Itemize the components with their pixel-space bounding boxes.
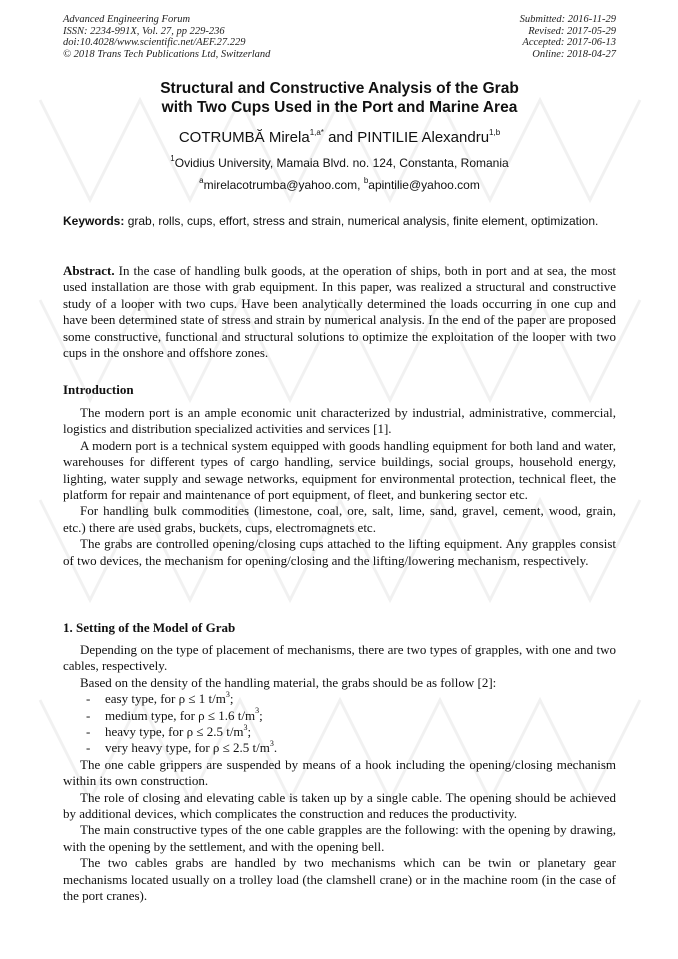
date-online: Online: 2018-04-27 <box>532 48 616 60</box>
section1-paragraph-3: The one cable grippers are suspended by means of a hook including the opening/closing mechanism within its own construction. <box>63 756 616 789</box>
header-right <box>520 14 616 60</box>
date-revised: Revised: 2017-05-29 <box>528 25 616 37</box>
paper-title <box>63 79 616 117</box>
section1-paragraph-6: The two cables grabs are handled by two mechanisms which can be twin or planetary gear mechanisms located usually on a trolley load (the clamshell crane) or in the machine room (in the case of the port cranes). <box>63 855 616 904</box>
introduction-body <box>63 405 616 569</box>
abstract <box>63 263 616 361</box>
list-item-text: easy type, for ρ ≤ 1 $t/m^3$; <box>105 689 234 707</box>
affiliation-text: Ovidius University, Mamaia Blvd. no. 124, Constanta, Romania <box>174 156 509 170</box>
affiliation <box>63 156 616 171</box>
list-dash: - <box>86 724 91 740</box>
section1-paragraph-4: The role of closing and elevating cable is taken up by a single cable. The opening should be achieved by additional devices, which complicates the construction and reduces the productivity. <box>63 789 616 822</box>
section-1-heading: 1. Setting of the Model of Grab <box>63 620 236 635</box>
journal-copyright: © 2018 Trans Tech Publications Ltd, Switzerland <box>63 48 271 60</box>
list-item <box>63 724 616 740</box>
density-list <box>63 691 616 757</box>
introduction-heading: Introduction <box>63 382 134 397</box>
intro-paragraph-2: A modern port is a technical system equipped with goods handling equipment for both land and water, warehouses for different types of cargo handling, service buildings, social groups, household energy, lighting, water supply and sewage networks, equipment for environmental protection, technical fleet, the platform for repair and maintenance of port equipment, of fleet, and bunkering sector etc. <box>63 437 616 503</box>
section-1-body <box>63 642 616 905</box>
intro-paragraph-1: The modern port is an ample economic unit characterized by industrial, administrative, commercial, logistics and distribution specialized activities and services [1]. <box>63 405 616 437</box>
email-b-sup: b <box>363 176 369 185</box>
list-item <box>63 691 616 707</box>
author-1-name: COTRUMBĂ Mirela <box>178 129 310 146</box>
date-submitted: Submitted: 2016-11-29 <box>519 14 616 25</box>
section1-paragraph-2: Based on the density of the handling material, the grabs should be as follow [2]: <box>80 674 497 690</box>
intro-paragraph-3: For handling bulk commodities (limestone, coal, ore, salt, lime, sand, gravel, cement, wood, grain, etc.) there are used grabs, buckets, cups, electromagnets etc. <box>63 503 616 535</box>
author-1-sup: 1,a* <box>309 128 324 137</box>
section1-paragraph-5: The main constructive types of the one cable grapples are the following: with the opening by drawing, with the opening by the settlement, and with the opening bell. <box>63 822 616 854</box>
author-emails <box>63 178 616 193</box>
abstract-text: In the case of handling bulk goods, at the operation of ships, both in port and at sea, the most used installation are those with grab equipment. In this paper, was realized a structural and constructive study of a looper with two cups. Have been analytically determined the loads occurring in one cup and have been determined state of stress and strain by numerical analysis. In the end of the paper are proposed some constructive, functional and structural solutions to optimize the exploitation of the looper with two cups in the onshore and offshore zones. <box>63 263 616 361</box>
email-b: apintilie@yahoo.com <box>368 178 480 192</box>
section1-paragraph-1: Depending on the type of placement of mechanisms, there are two types of grapples, with one and two cables, respectively. <box>63 642 616 674</box>
list-item-text: heavy type, for ρ ≤ 2.5 $t/m^3$; <box>105 722 252 740</box>
list-item <box>63 740 616 756</box>
author-2-name: PINTILIE Alexandru <box>357 129 490 146</box>
keywords-text: grab, rolls, cups, effort, stress and strain, numerical analysis, finite element, optimization. <box>124 214 599 228</box>
intro-paragraph-4: The grabs are controlled opening/closing cups attached to the lifting equipment. Any grapples consist of two devices, the mechanism for opening/closing and the lifting/lowering mechanism, respectively. <box>63 536 616 568</box>
affiliation-sup: 1 <box>170 154 175 163</box>
journal-name: Advanced Engineering Forum <box>63 14 191 25</box>
list-item-text: very heavy type, for ρ ≤ 2.5 $t/m^3$. <box>105 739 278 756</box>
keywords-label: Keywords: <box>63 214 125 228</box>
title-line-2: with Two Cups Used in the Port and Marine Area <box>161 99 518 116</box>
header-left <box>63 14 270 60</box>
author-list <box>63 129 616 147</box>
author-2-sup: 1,b <box>489 128 501 137</box>
list-item-text: medium type, for ρ ≤ 1.6 $t/m^3$; <box>105 706 263 723</box>
list-dash: - <box>86 740 91 756</box>
list-item <box>63 708 616 724</box>
title-line-1: Structural and Constructive Analysis of the Grab <box>160 80 519 97</box>
abstract-label: Abstract. <box>63 263 115 278</box>
list-dash: - <box>86 707 91 723</box>
keywords <box>63 214 616 230</box>
journal-issn: ISSN: 2234-991X, Vol. 27, pp 229-236 <box>63 25 225 37</box>
author-separator: and <box>323 129 358 146</box>
list-dash: - <box>86 691 91 707</box>
email-separator: , <box>357 178 364 192</box>
email-a-sup: a <box>199 176 204 185</box>
date-accepted: Accepted: 2017-06-13 <box>522 37 616 48</box>
email-a: mirelacotrumba@yahoo.com <box>203 178 358 192</box>
journal-doi: doi:10.4028/www.scientific.net/AEF.27.229 <box>63 37 246 48</box>
